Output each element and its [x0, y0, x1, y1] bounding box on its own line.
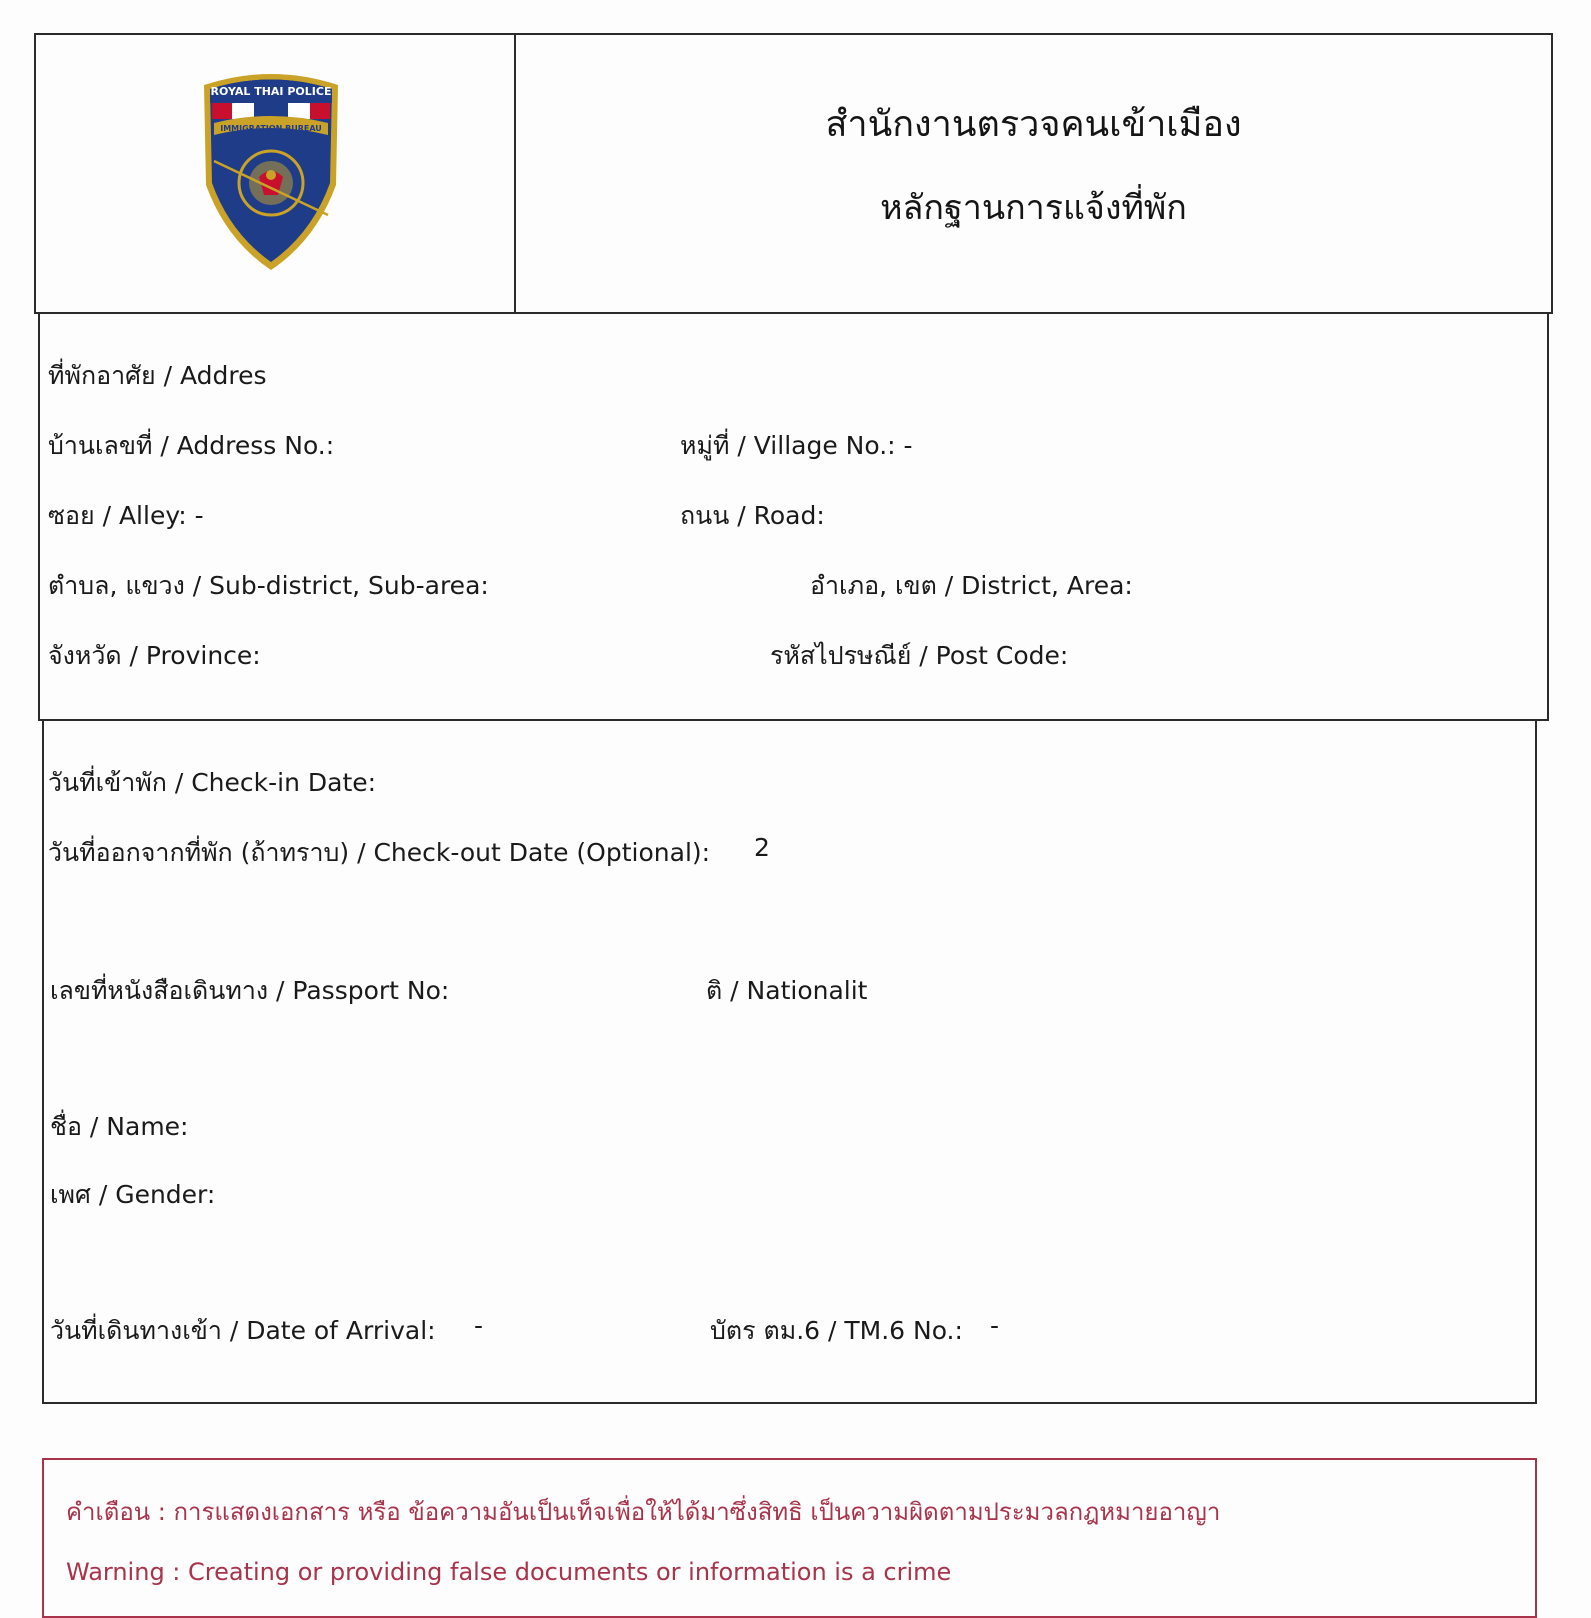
- nationality-label: ติ / Nationalit: [706, 976, 868, 1005]
- header-box: [34, 33, 1553, 314]
- name-label: ชื่อ / Name:: [50, 1112, 189, 1141]
- address-section: [38, 312, 1549, 721]
- checkin-date-label: วันที่เข้าพัก / Check-in Date:: [48, 768, 377, 797]
- village-no-label: หมู่ที่ / Village No.: -: [680, 431, 913, 460]
- alley-label: ซอย / Alley: -: [48, 501, 204, 530]
- header-divider: [514, 35, 516, 312]
- tm6-value: -: [990, 1311, 1000, 1340]
- arrival-date-value: -: [474, 1311, 484, 1340]
- warning-thai: คำเตือน : การแสดงเอกสาร หรือ ข้อความอันเป็นเท็จเพื่อให้ได้มาซึ่งสิทธิ เป็นความผิดตามประมวลกฎหมายอาญา: [66, 1498, 1221, 1526]
- police-badge-icon: [196, 65, 346, 273]
- tm6-label: บัตร ตม.6 / TM.6 No.:: [710, 1316, 963, 1345]
- subdistrict-label: ตำบล, แขวง / Sub-district, Sub-area:: [48, 571, 489, 600]
- arrival-date-label: วันที่เดินทางเข้า / Date of Arrival:: [50, 1316, 436, 1345]
- person-section: [42, 719, 1537, 1404]
- post-code-label: รหัสไปรษณีย์ / Post Code:: [770, 641, 1069, 670]
- province-label: จังหวัด / Province:: [48, 641, 261, 670]
- svg-text:IMMIGRATION BUREAU: IMMIGRATION BUREAU: [220, 124, 322, 133]
- warning-box: [42, 1458, 1537, 1618]
- document-subtitle: หลักฐานการแจ้งที่พัก: [880, 188, 1187, 228]
- address-heading: ที่พักอาศัย / Addres: [48, 361, 267, 390]
- warning-english: Warning : Creating or providing false documents or information is a crime: [66, 1558, 952, 1586]
- address-no-label: บ้านเลขที่ / Address No.:: [48, 431, 335, 460]
- district-label: อำเภอ, เขต / District, Area:: [810, 571, 1133, 600]
- checkout-date-label: วันที่ออกจากที่พัก (ถ้าทราบ) / Check-out Date (Optional):: [48, 838, 711, 867]
- checkout-date-value: 2: [754, 833, 770, 862]
- document-title: สำนักงานตรวจคนเข้าเมือง: [825, 104, 1242, 145]
- gender-label: เพศ / Gender:: [50, 1180, 216, 1209]
- svg-text:ROYAL THAI POLICE: ROYAL THAI POLICE: [210, 85, 332, 98]
- passport-no-label: เลขที่หนังสือเดินทาง / Passport No:: [50, 976, 450, 1005]
- road-label: ถนน / Road:: [680, 501, 825, 530]
